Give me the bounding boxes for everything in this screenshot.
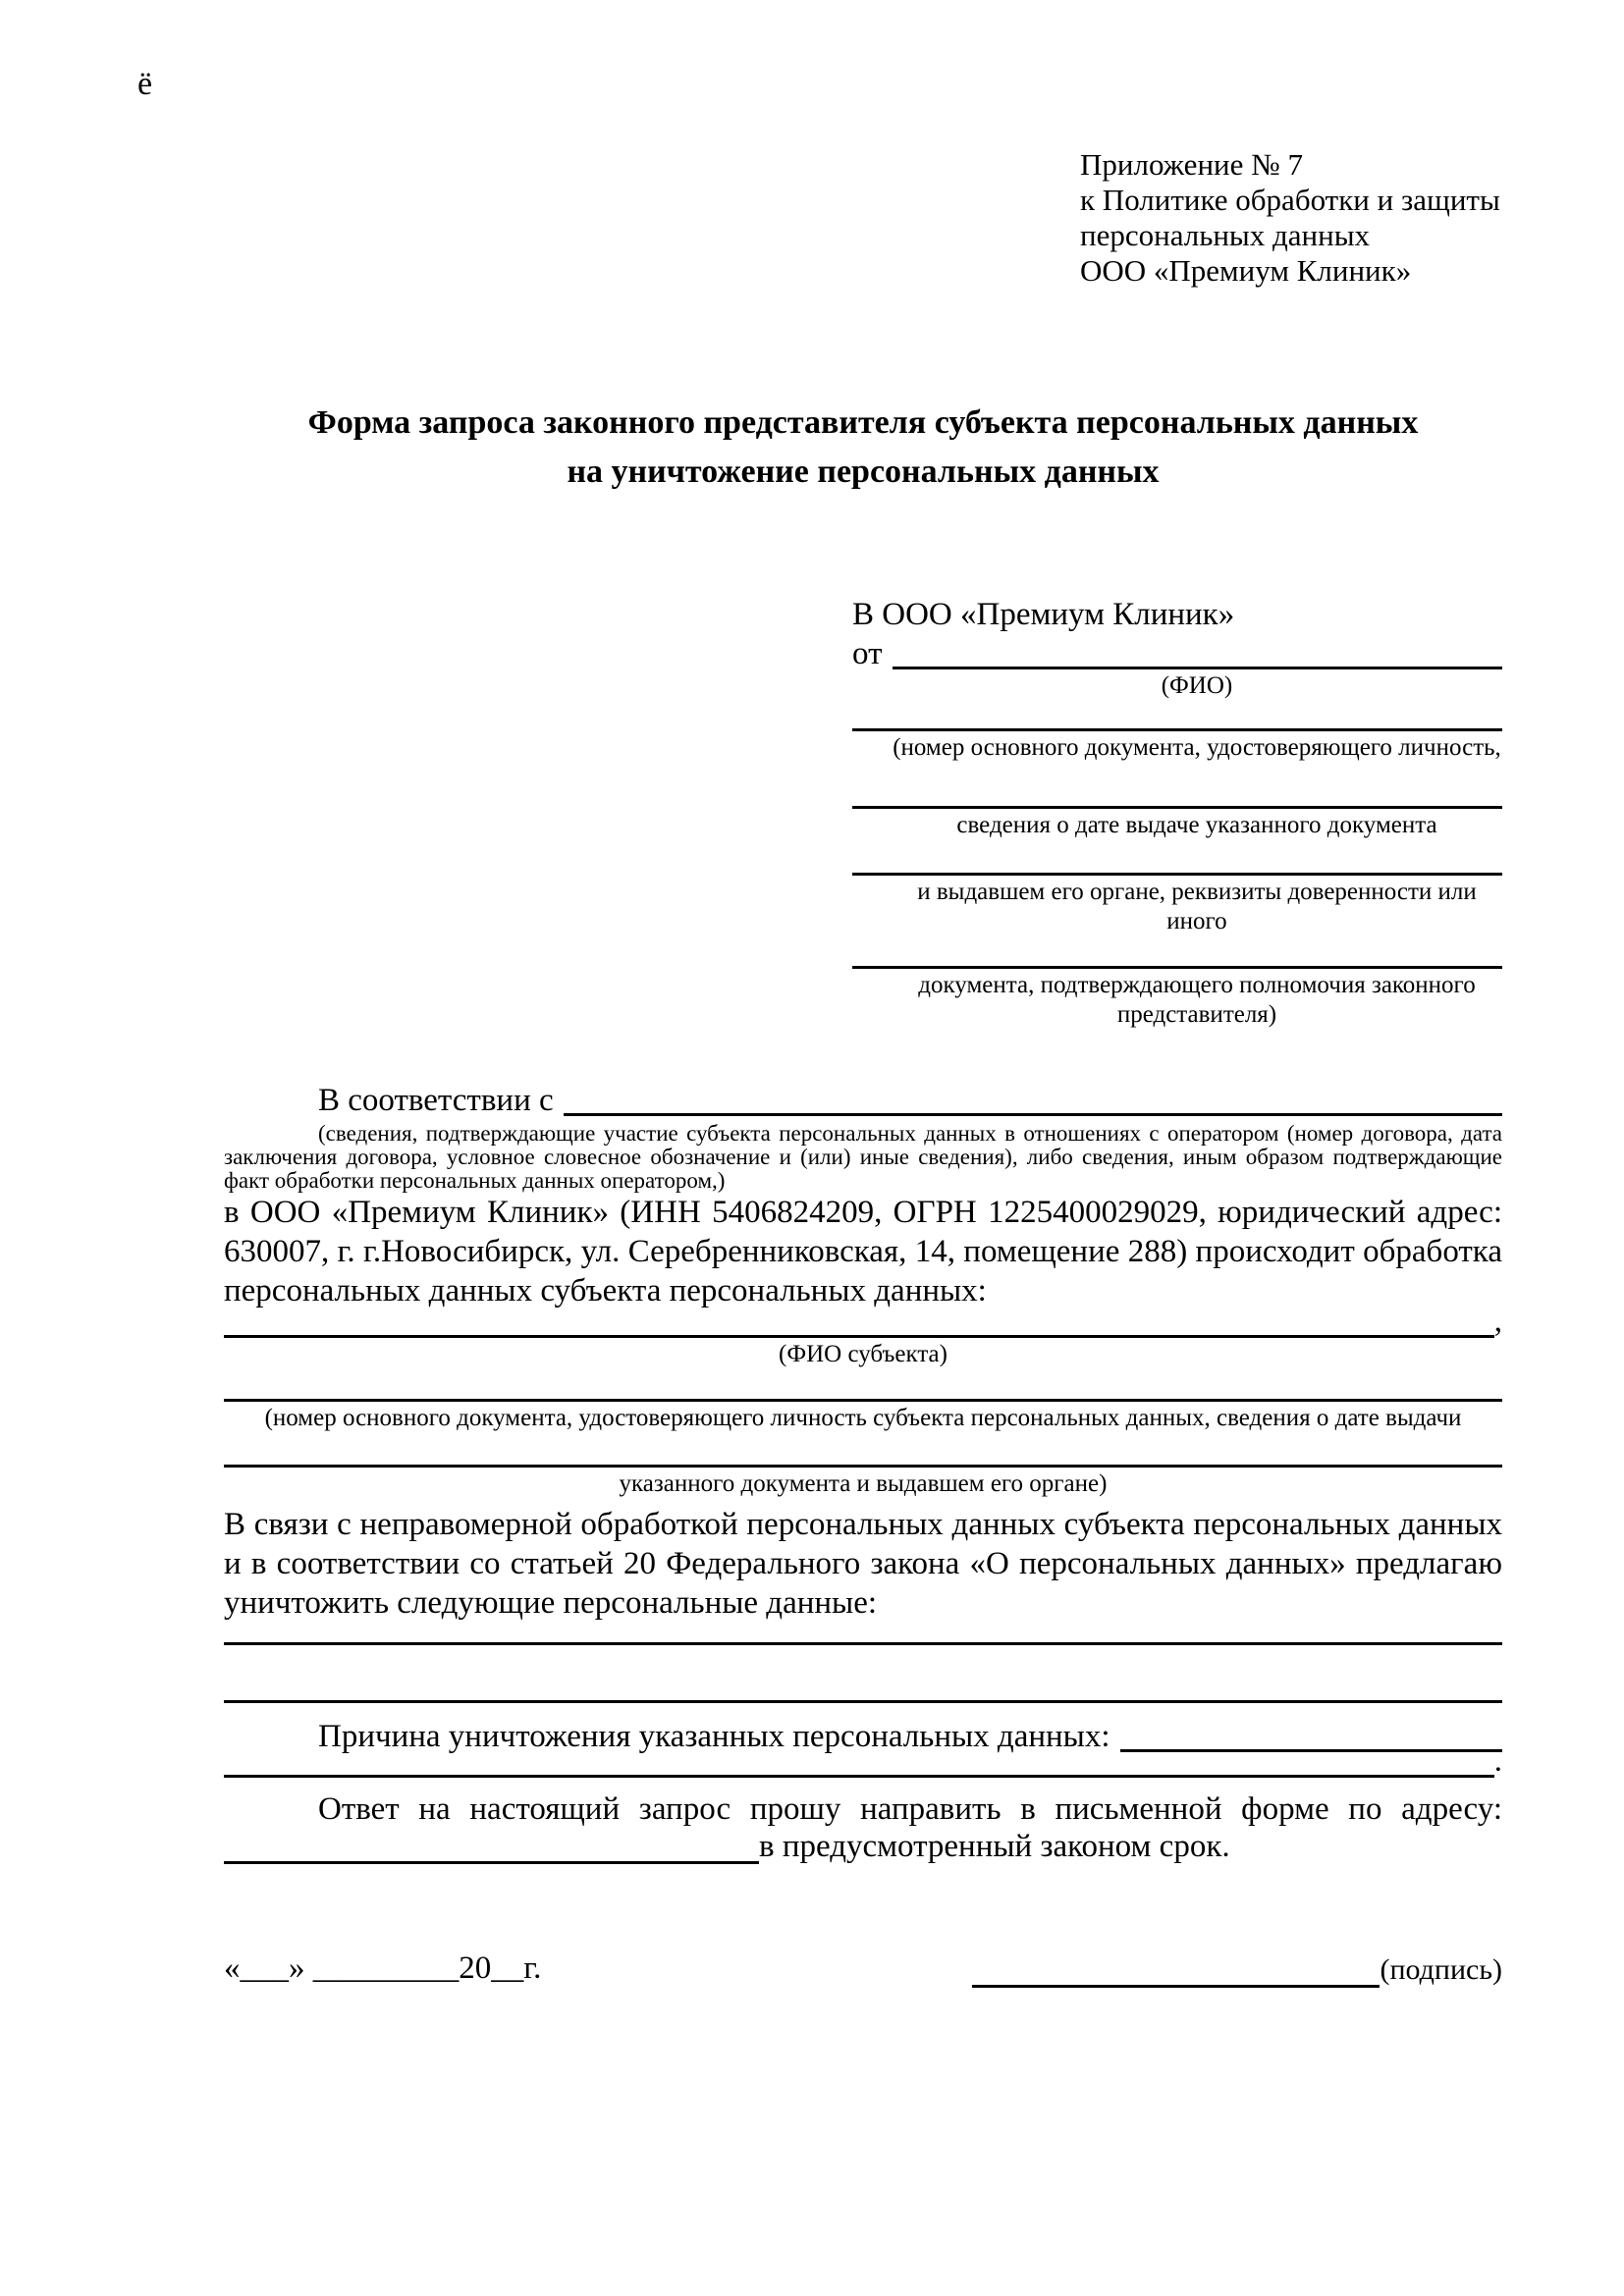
subject-doc-caption-2: указанного документа и выдавшем его органе) xyxy=(619,1470,1108,1497)
date-field[interactable]: «___» _________20__г. xyxy=(224,1950,542,1986)
representative-doc-caption-2: сведения о дате выдаче указанного документа xyxy=(956,812,1437,838)
subject-doc-field-2[interactable] xyxy=(224,1433,1502,1468)
data-to-destroy-field-1[interactable] xyxy=(224,1623,1502,1645)
accordance-row xyxy=(224,1081,1502,1116)
representative-doc-field-2[interactable] xyxy=(852,763,1502,809)
form-title-line-1: Форма запроса законного представителя субъекта персональных данных xyxy=(307,404,1419,441)
reason-field-inline[interactable] xyxy=(1120,1717,1502,1752)
representative-doc-caption-3: и выдавшем его органе, реквизиты доверенности или иного xyxy=(917,879,1477,934)
reason-field-2[interactable] xyxy=(224,1752,1494,1778)
demand-paragraph: В связи с неправомерной обработкой персональных данных субъекта персональных данных и в соответствии со статьей 20 Федерального закона «О персональных данных» предлагаю уничтожить следующие персональные данные: xyxy=(224,1507,1502,1621)
representative-doc-field-1[interactable] xyxy=(852,701,1502,731)
representative-fio-field[interactable] xyxy=(893,634,1503,669)
reason-row xyxy=(224,1717,1502,1752)
subject-fio-trailing-comma: , xyxy=(1493,1304,1502,1339)
accordance-note: (сведения, подтверждающие участие субъекта персональных данных в отношениях с оператором (номер договора, дата заключения договора, условное словесное обозначение и (или) иные сведения), либо сведения, иным образом подтверждающие факт обработки персональных данных оператором,) xyxy=(224,1121,1502,1193)
signature-caption: (подпись) xyxy=(1380,1953,1502,1986)
from-label: от xyxy=(852,636,883,671)
reason-row-2 xyxy=(224,1743,1502,1779)
subject-fio-field[interactable] xyxy=(224,1310,1494,1338)
signature-block xyxy=(224,1949,1502,1988)
footer-spacer xyxy=(541,1949,972,1988)
accordance-label: В соответствии с xyxy=(318,1083,554,1118)
data-to-destroy-field-2[interactable] xyxy=(224,1645,1502,1703)
subject-doc-field-1[interactable] xyxy=(224,1369,1502,1402)
accordance-basis-field[interactable] xyxy=(564,1081,1502,1116)
subject-doc-caption-1: (номер основного документа, удостоверяющего личность субъекта персональных данных, сведения о дате выдачи xyxy=(264,1405,1462,1431)
fio-caption: (ФИО) xyxy=(1161,672,1233,699)
representative-doc-field-4[interactable] xyxy=(852,936,1502,969)
form-title xyxy=(224,399,1502,497)
reason-label: Причина уничтожения указанных персональных данных: xyxy=(318,1719,1110,1754)
representative-doc-caption-1: (номер основного документа, удостоверяющего личность, xyxy=(893,734,1501,761)
reply-address-row xyxy=(224,1829,1502,1864)
appendix-note xyxy=(1080,147,1502,289)
reply-paragraph: Ответ на настоящий запрос прошу направить в письменной форме по адресу: xyxy=(318,1791,1502,1827)
reply-address-field[interactable] xyxy=(224,1829,759,1864)
stray-char: ё xyxy=(137,66,153,102)
appendix-note-line-4: ООО «Премиум Клиник» xyxy=(1080,253,1412,288)
form-title-line-2: на уничтожение персональных данных xyxy=(567,454,1160,490)
addressee-block xyxy=(852,595,1502,1030)
operator-paragraph: в ООО «Премиум Клиник» (ИНН 5406824209, ОГРН 1225400029029, юридический адрес: 630007, г. г.Новосибирск, ул. Серебренниковская, 14, помещение 288) происходит обработка персональных данных субъекта персональных данных: xyxy=(224,1195,1502,1308)
appendix-note-line-3: персональных данных xyxy=(1080,218,1371,252)
reply-tail: в предусмотренный законом срок. xyxy=(759,1829,1230,1864)
signature-field[interactable] xyxy=(972,1949,1380,1988)
representative-doc-caption-4: документа, подтверждающего полномочия законного представителя) xyxy=(918,972,1476,1028)
subject-fio-caption: (ФИО субъекта) xyxy=(779,1341,947,1367)
representative-doc-field-3[interactable] xyxy=(852,840,1502,876)
from-row xyxy=(852,634,1502,669)
subject-fio-row xyxy=(224,1304,1502,1339)
reason-trailing-period: . xyxy=(1493,1743,1502,1779)
appendix-note-line-1: Приложение № 7 xyxy=(1080,147,1303,182)
addressee-org: В ООО «Премиум Клиник» xyxy=(852,597,1235,632)
appendix-note-line-2: к Политике обработки и защиты xyxy=(1080,183,1500,217)
